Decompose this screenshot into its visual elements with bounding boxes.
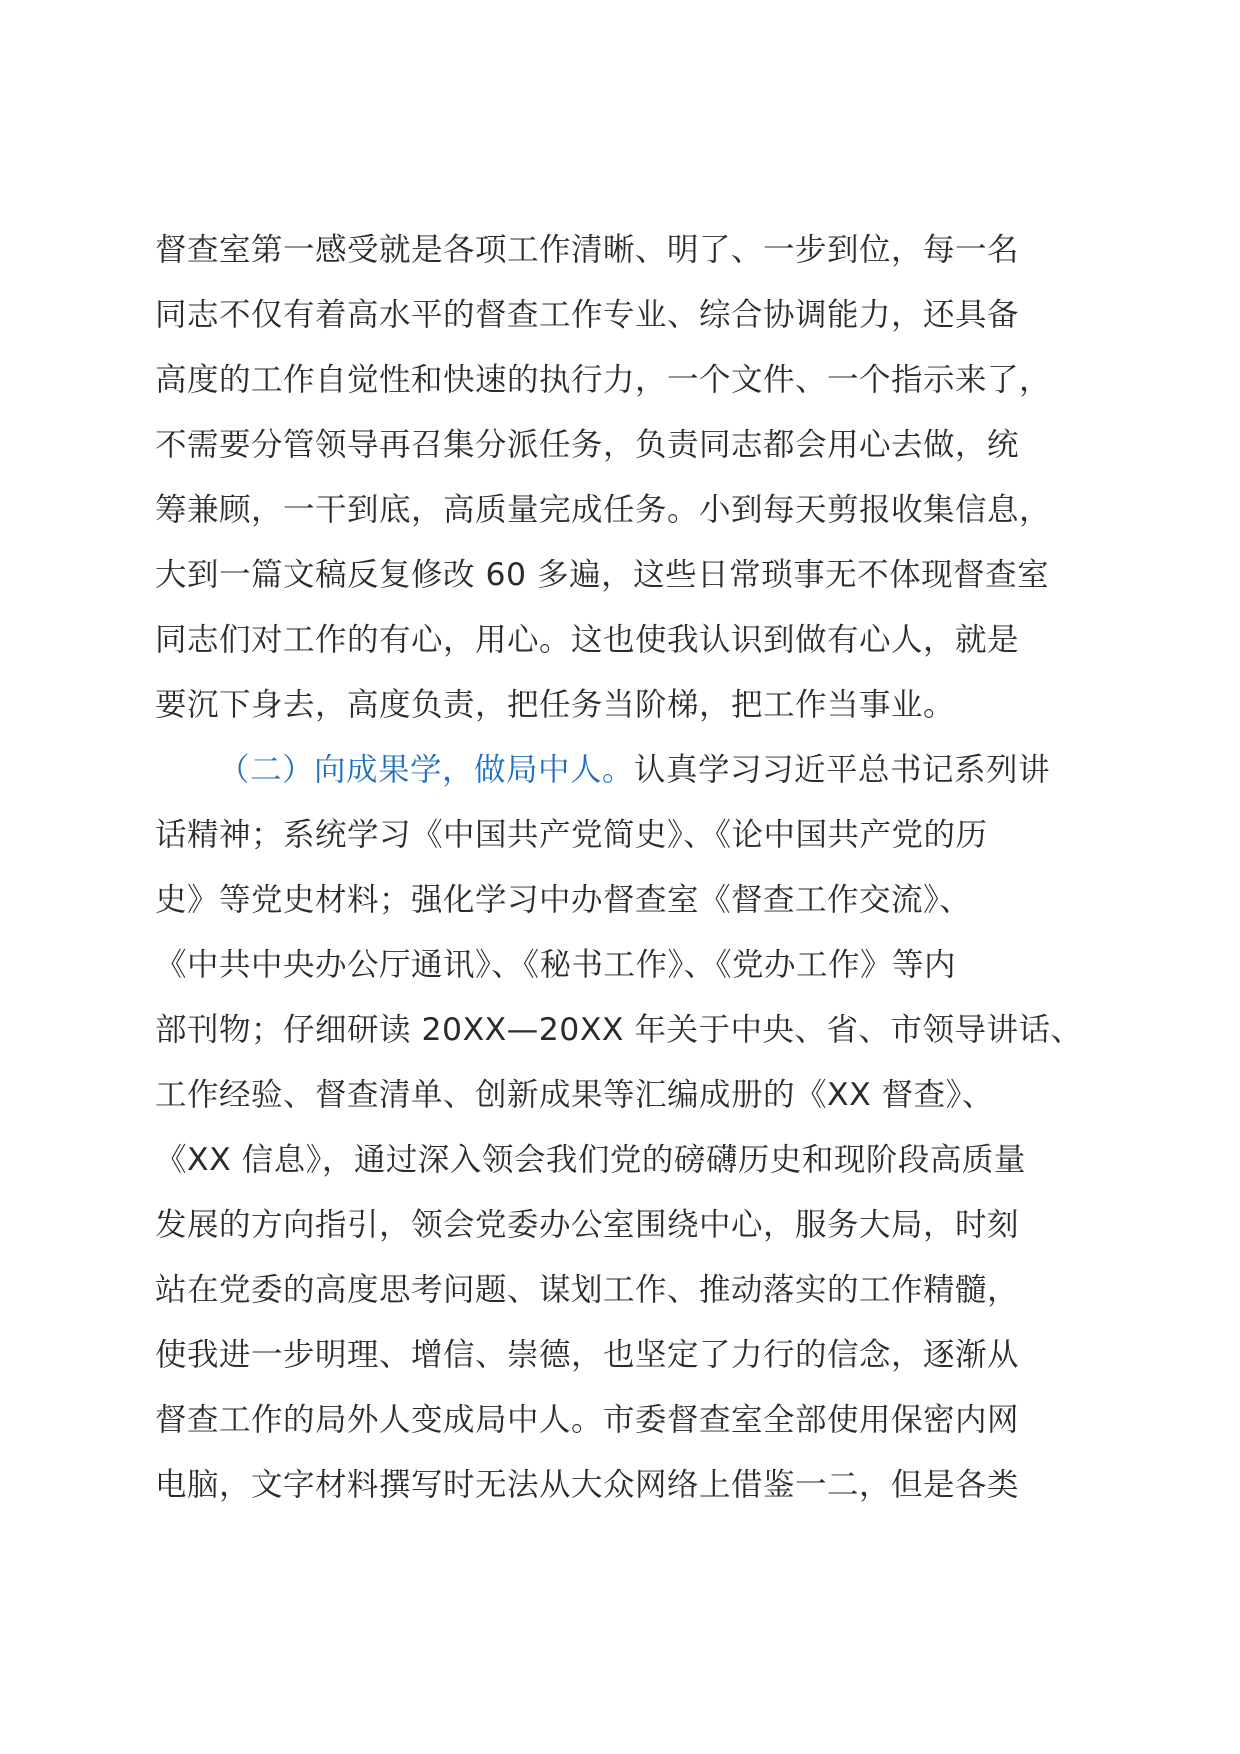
paragraph-line: 部刊物；仔细研读 20XX—20XX 年关于中央、省、市领导讲话、: [155, 1012, 1083, 1048]
paragraph-line: 站在党委的高度思考问题、谋划工作、推动落实的工作精髓，: [155, 1272, 1020, 1308]
paragraph-line: 大到一篇文稿反复修改 60 多遍，这些日常琐事无不体现督查室: [155, 557, 1050, 593]
paragraph-line: 同志不仅有着高水平的督查工作专业、综合协调能力，还具备: [155, 297, 1020, 333]
paragraph-line: 话精神；系统学习《中国共产党简史》、《论中国共产党的历: [155, 817, 988, 853]
paragraph-line: 《XX 信息》，通过深入领会我们党的磅礴历史和现阶段高质量: [155, 1142, 1026, 1178]
paragraph-line: 发展的方向指引，领会党委办公室围绕中心，服务大局，时刻: [155, 1207, 1020, 1243]
paragraph-line: 不需要分管领导再召集分派任务，负责同志都会用心去做，统: [155, 427, 1020, 463]
paragraph-line: 史》等党史材料；强化学习中办督查室《督查工作交流》、: [155, 882, 972, 918]
document-body: [155, 218, 1115, 1518]
paragraph-line: 使我进一步明理、增信、崇德，也坚定了力行的信念，逐渐从: [155, 1337, 1020, 1373]
section-first-line: [155, 738, 1115, 803]
paragraph-line: 筹兼顾，一干到底，高质量完成任务。小到每天剪报收集信息，: [155, 492, 1052, 528]
section-first-line-text: 认真学习习近平总书记系列讲: [634, 752, 1051, 788]
paragraph-line: 工作经验、督查清单、创新成果等汇编成册的《XX 督查》、: [155, 1077, 994, 1113]
section-heading: （二）向成果学，做局中人。: [218, 752, 635, 788]
paragraph-line: 高度的工作自觉性和快速的执行力，一个文件、一个指示来了，: [155, 362, 1052, 398]
paragraph-line: 督查室第一感受就是各项工作清晰、明了、一步到位，每一名: [155, 232, 1020, 268]
paragraph-line: 电脑，文字材料撰写时无法从大众网络上借鉴一二，但是各类: [155, 1467, 1020, 1503]
paragraph-line: 督查工作的局外人变成局中人。市委督查室全部使用保密内网: [155, 1402, 1020, 1438]
paragraph-line: 《中共中央办公厅通讯》、《秘书工作》、《党办工作》等内: [155, 947, 957, 983]
paragraph-line: 要沉下身去，高度负责，把任务当阶梯，把工作当事业。: [155, 687, 956, 723]
paragraph-line: 同志们对工作的有心，用心。这也使我认识到做有心人，就是: [155, 622, 1020, 658]
